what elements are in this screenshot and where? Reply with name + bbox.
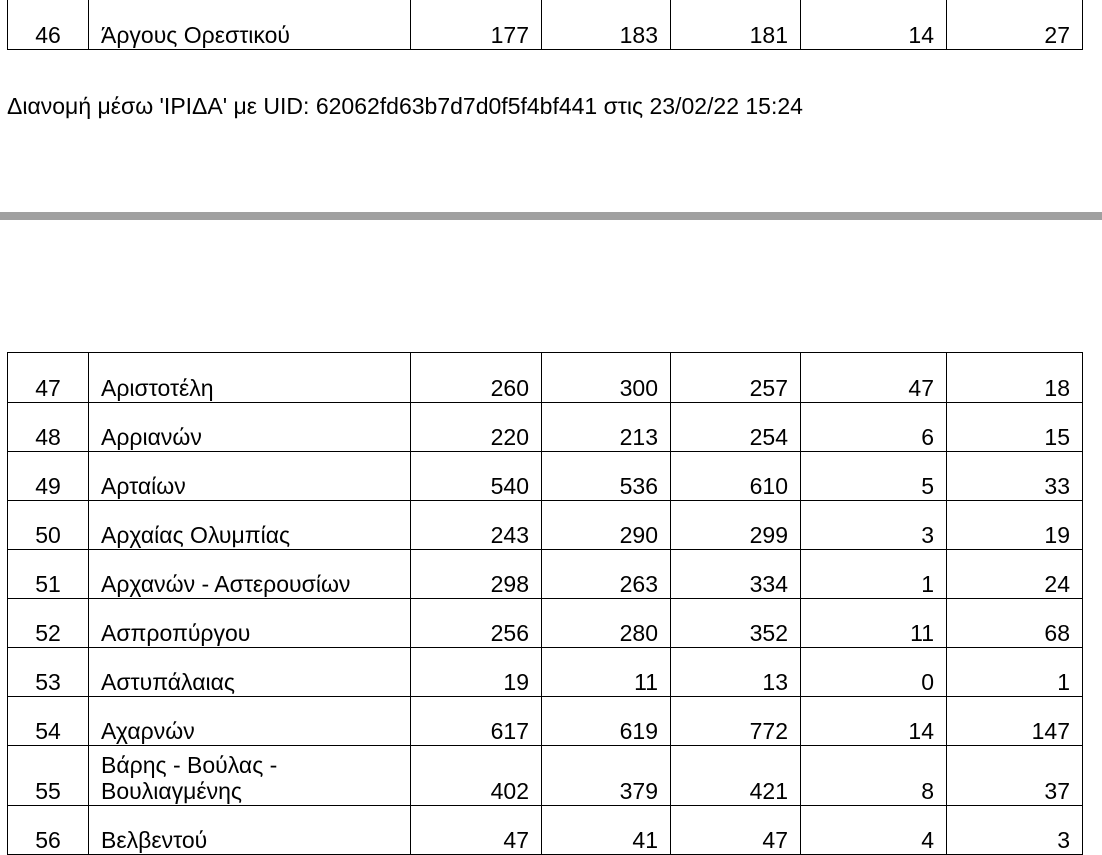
value-cell: 183 [542,0,671,50]
value-cell: 181 [671,0,801,50]
municipality-name: Αρταίων [89,452,411,501]
municipality-name: Αστυπάλαιας [89,648,411,697]
page-divider [0,212,1102,220]
value-cell: 617 [411,697,542,746]
table-row [8,452,1083,501]
value-cell: 8 [801,746,947,806]
row-index: 56 [8,806,89,855]
table-row [8,501,1083,550]
distribution-note: Διανομή μέσω 'ΙΡΙΔΑ' με UID: 62062fd63b7d7d0f5f4bf441 στις 23/02/22 15:24 [7,93,803,119]
value-cell: 13 [671,648,801,697]
table-row [8,0,1083,50]
value-cell: 0 [801,648,947,697]
value-cell: 14 [801,697,947,746]
value-cell: 47 [671,806,801,855]
value-cell: 402 [411,746,542,806]
value-cell: 47 [801,353,947,403]
row-index: 48 [8,403,89,452]
value-cell: 260 [411,353,542,403]
value-cell: 243 [411,501,542,550]
value-cell: 540 [411,452,542,501]
value-cell: 256 [411,599,542,648]
value-cell: 15 [947,403,1083,452]
municipality-name [89,746,411,806]
value-cell: 11 [542,648,671,697]
municipality-name: Αριστοτέλη [89,353,411,403]
value-cell: 37 [947,746,1083,806]
value-cell: 1 [947,648,1083,697]
main-table [7,352,1083,855]
value-cell: 3 [801,501,947,550]
value-cell: 610 [671,452,801,501]
value-cell: 19 [947,501,1083,550]
municipality-name-line: Βάρης - Βούλας - [101,752,278,778]
value-cell: 27 [947,0,1083,50]
value-cell: 379 [542,746,671,806]
municipality-name: Αχαρνών [89,697,411,746]
table-row [8,806,1083,855]
value-cell: 220 [411,403,542,452]
table-row [8,550,1083,599]
value-cell: 5 [801,452,947,501]
top-table [7,0,1083,50]
municipality-name: Βελβεντού [89,806,411,855]
table-row [8,353,1083,403]
value-cell: 290 [542,501,671,550]
value-cell: 619 [542,697,671,746]
value-cell: 177 [411,0,542,50]
value-cell: 300 [542,353,671,403]
row-index: 54 [8,697,89,746]
row-index: 55 [8,746,89,806]
table-row [8,599,1083,648]
value-cell: 14 [801,0,947,50]
municipality-name: Αρριανών [89,403,411,452]
value-cell: 280 [542,599,671,648]
value-cell: 298 [411,550,542,599]
table-row [8,746,1083,806]
table-row [8,403,1083,452]
value-cell: 6 [801,403,947,452]
value-cell: 19 [411,648,542,697]
row-index: 53 [8,648,89,697]
row-index: 51 [8,550,89,599]
value-cell: 257 [671,353,801,403]
municipality-name: Αρχαίας Ολυμπίας [89,501,411,550]
value-cell: 68 [947,599,1083,648]
municipality-name-line: Βουλιαγμένης [101,778,242,804]
value-cell: 4 [801,806,947,855]
row-index: 52 [8,599,89,648]
row-index: 50 [8,501,89,550]
value-cell: 421 [671,746,801,806]
value-cell: 352 [671,599,801,648]
value-cell: 41 [542,806,671,855]
value-cell: 213 [542,403,671,452]
table-row [8,697,1083,746]
row-index: 47 [8,353,89,403]
value-cell: 24 [947,550,1083,599]
value-cell: 254 [671,403,801,452]
value-cell: 536 [542,452,671,501]
value-cell: 334 [671,550,801,599]
value-cell: 772 [671,697,801,746]
value-cell: 18 [947,353,1083,403]
row-index: 49 [8,452,89,501]
value-cell: 11 [801,599,947,648]
value-cell: 1 [801,550,947,599]
municipality-name: Άργους Ορεστικού [89,0,411,50]
value-cell: 47 [411,806,542,855]
municipality-name: Ασπροπύργου [89,599,411,648]
value-cell: 147 [947,697,1083,746]
value-cell: 3 [947,806,1083,855]
municipality-name: Αρχανών - Αστερουσίων [89,550,411,599]
table-row [8,648,1083,697]
row-index: 46 [8,0,89,50]
value-cell: 263 [542,550,671,599]
value-cell: 33 [947,452,1083,501]
value-cell: 299 [671,501,801,550]
